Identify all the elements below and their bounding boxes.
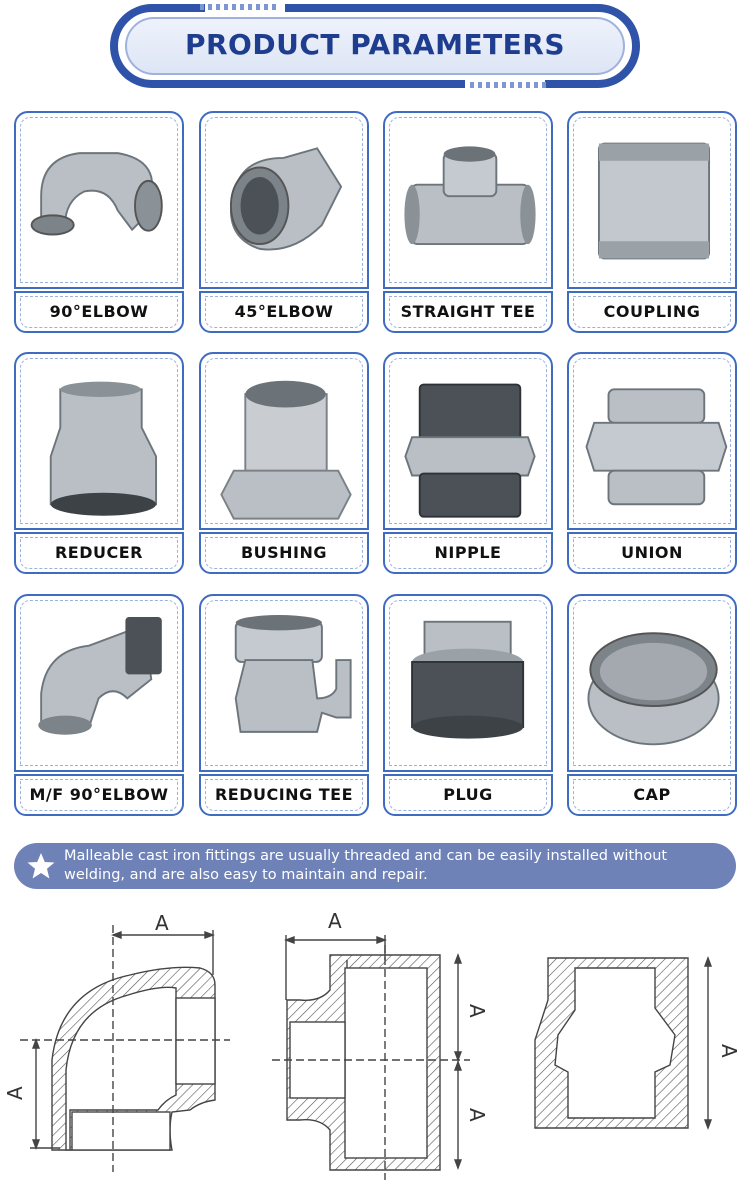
info-note	[14, 843, 736, 889]
bushing-icon	[207, 360, 365, 524]
product-card	[14, 352, 182, 562]
dim-label-tee-upper: A	[465, 1004, 489, 1018]
product-card	[567, 594, 735, 804]
reducer-icon	[22, 360, 180, 524]
page-title: PRODUCT PARAMETERS	[184, 28, 566, 61]
product-card	[199, 111, 367, 321]
product-image-frame	[383, 111, 553, 289]
product-card	[14, 111, 182, 321]
tee-icon	[391, 119, 549, 283]
star-icon	[26, 851, 56, 881]
product-label-box	[14, 532, 184, 574]
reducing-tee-icon	[207, 602, 365, 766]
product-card	[199, 352, 367, 562]
product-label-box	[14, 774, 184, 816]
product-label-box	[383, 291, 553, 333]
product-image-frame	[383, 594, 553, 772]
product-label: PLUG	[443, 785, 493, 804]
product-card	[567, 111, 735, 321]
coupling-icon	[575, 119, 733, 283]
product-label-box	[567, 291, 737, 333]
product-label-box	[567, 532, 737, 574]
product-label: 90°ELBOW	[49, 302, 149, 321]
product-label: NIPPLE	[434, 543, 502, 562]
product-image-frame	[567, 111, 737, 289]
product-image-frame	[14, 111, 184, 289]
dim-label-tee-top: A	[328, 909, 342, 933]
product-label-box	[14, 291, 184, 333]
elbow-diagram	[20, 925, 230, 1172]
product-image-frame	[567, 352, 737, 530]
elbow-90-icon	[22, 119, 180, 283]
product-label-box	[383, 532, 553, 574]
product-label: STRAIGHT TEE	[400, 302, 536, 321]
product-label: REDUCER	[54, 543, 143, 562]
plug-icon	[391, 602, 549, 766]
cap-icon	[575, 602, 733, 766]
note-text: Malleable cast iron fittings are usually threaded and can be easily installed without welding, and are also easy to maintain and repair.	[64, 848, 668, 883]
product-card	[383, 594, 551, 804]
tee-diagram	[272, 935, 470, 1180]
dim-label-elbow-top: A	[155, 911, 169, 935]
product-label: BUSHING	[240, 543, 328, 562]
nipple-icon	[391, 360, 549, 524]
product-card	[383, 111, 551, 321]
product-label: M/F 90°ELBOW	[29, 785, 169, 804]
dim-label-reducer: A	[717, 1044, 741, 1058]
product-image-frame	[14, 352, 184, 530]
product-label: REDUCING TEE	[214, 785, 354, 804]
product-label-box	[199, 291, 369, 333]
product-image-frame	[199, 594, 369, 772]
product-card	[199, 594, 367, 804]
product-image-frame	[199, 352, 369, 530]
product-label-box	[383, 774, 553, 816]
technical-diagrams	[0, 900, 750, 1187]
product-card	[14, 594, 182, 804]
product-label-box	[199, 532, 369, 574]
product-card	[383, 352, 551, 562]
product-label-box	[199, 774, 369, 816]
product-image-frame	[567, 594, 737, 772]
product-label: CAP	[633, 785, 671, 804]
product-label: UNION	[621, 543, 683, 562]
union-icon	[575, 360, 733, 524]
product-image-frame	[383, 352, 553, 530]
dim-label-tee-lower: A	[465, 1108, 489, 1122]
product-label: 45°ELBOW	[234, 302, 334, 321]
product-label: COUPLING	[603, 302, 701, 321]
product-label-box	[567, 774, 737, 816]
elbow-45-icon	[207, 119, 365, 283]
reducer-diagram	[535, 958, 711, 1128]
mf-elbow-icon	[22, 602, 180, 766]
product-image-frame	[199, 111, 369, 289]
product-image-frame	[14, 594, 184, 772]
product-card	[567, 352, 735, 562]
dim-label-elbow-side: A	[3, 1086, 27, 1100]
